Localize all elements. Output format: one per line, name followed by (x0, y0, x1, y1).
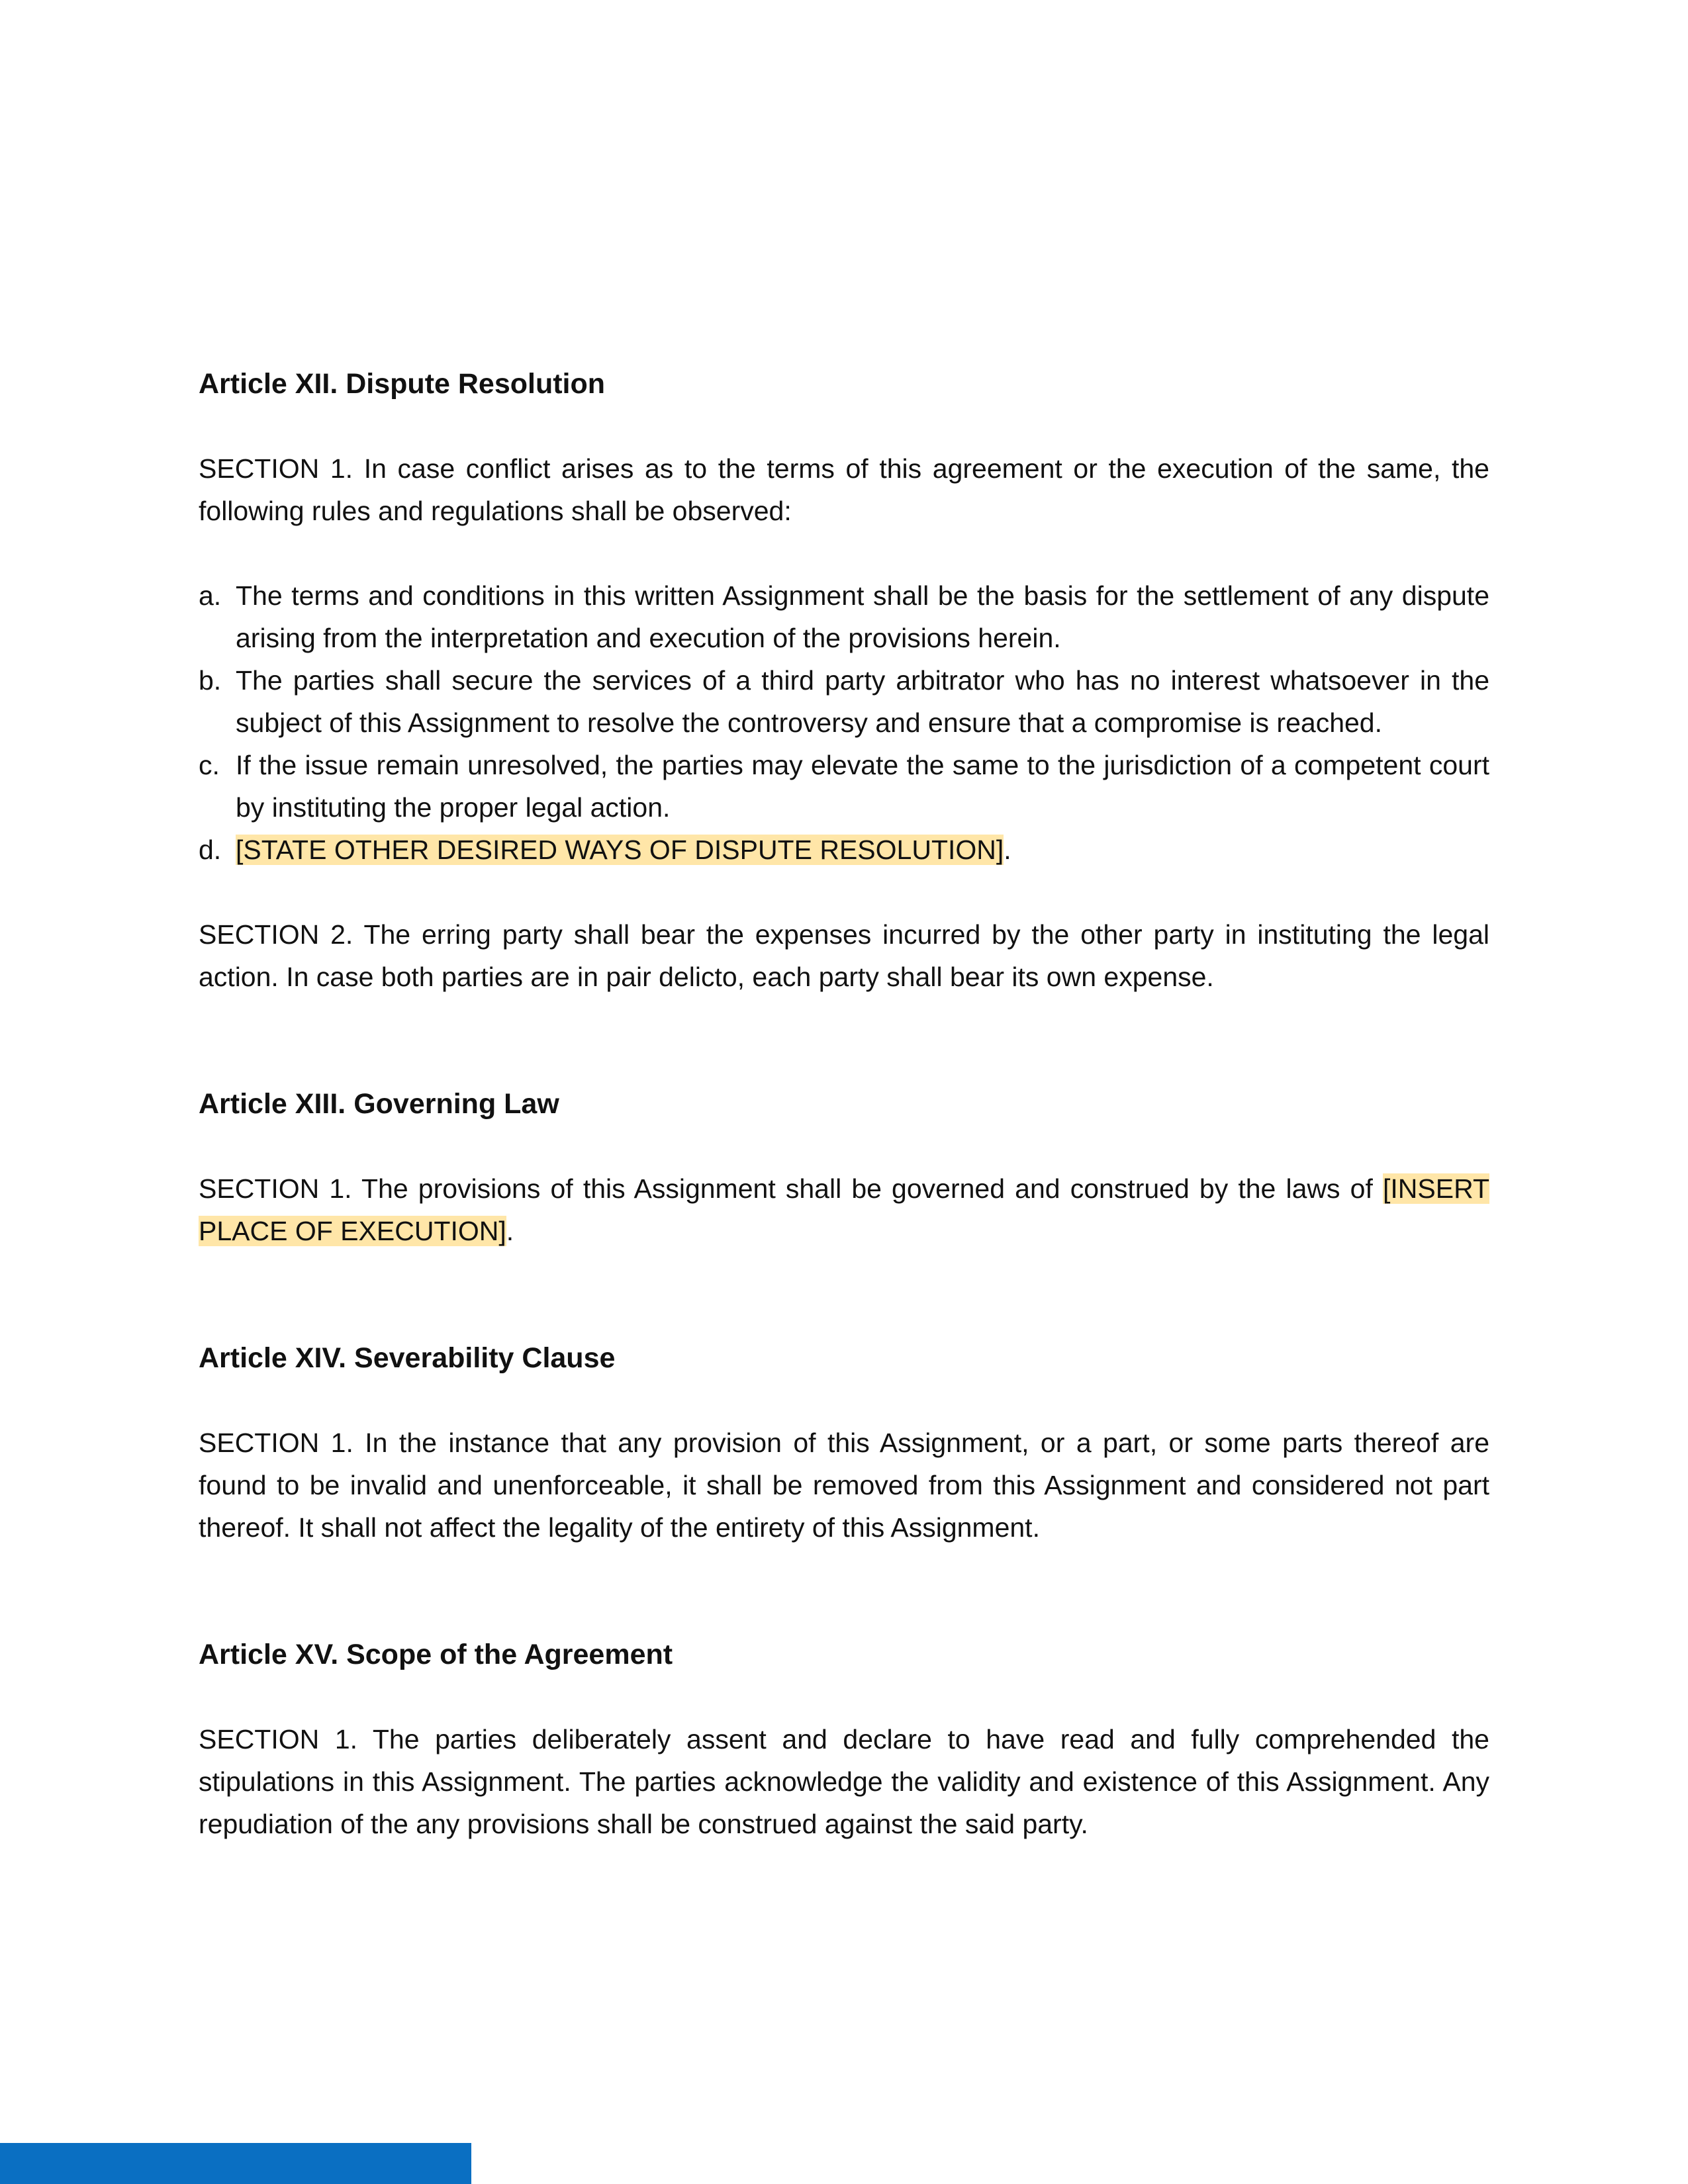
list-item (199, 744, 1489, 829)
dispute-rules-list (199, 574, 1489, 871)
list-item (199, 829, 1489, 871)
article-15-section-1: SECTION 1. The parties deliberately assent and declare to have read and fully comprehended the stipulations in this Assignment. The parties acknowledge the validity and existence of this Assignment. Any repudiation of the any provisions shall be construed against the said party. (199, 1724, 1489, 1839)
list-item-text: The parties shall secure the services of a third party arbitrator who has no interest whatsoever in the subject of this Assignment to resolve the controversy and ensure that a compromise is reached. (236, 665, 1489, 738)
list-marker: c. (199, 750, 220, 780)
article-15-heading: Article XV. Scope of the Agreement (199, 1639, 673, 1670)
article-12-section-1: SECTION 1. In case conflict arises as to the terms of this agreement or the execution of the same, the following rules and regulations shall be observed: (199, 453, 1489, 526)
list-item-suffix: . (1004, 835, 1011, 865)
article-14-section-1: SECTION 1. In the instance that any provision of this Assignment, or a part, or some parts thereof are found to be invalid and unenforceable, it shall be removed from this Assignment and considered not part thereof. It shall not affect the legality of the entirety of this Assignment. (199, 1428, 1489, 1543)
placeholder-place-of-execution: [INSERT PLACE OF EXECUTION] (199, 1173, 1489, 1246)
article-12-heading: Article XII. Dispute Resolution (199, 368, 606, 400)
article-13-section-1 (199, 1167, 1489, 1252)
list-marker: d. (199, 835, 222, 865)
article-14-heading: Article XIV. Severability Clause (199, 1342, 616, 1374)
footer-accent-bar (0, 2143, 471, 2184)
article-12-section-2: SECTION 2. The erring party shall bear the expenses incurred by the other party in instituting the legal action. In case both parties are in pair delicto, each party shall bear its own expense. (199, 919, 1489, 992)
list-item-text: The terms and conditions in this written Assignment shall be the basis for the settlement of any dispute arising from the interpretation and execution of the provisions herein. (236, 580, 1489, 653)
article-13-section-1-text: SECTION 1. The provisions of this Assignment shall be governed and construed by the laws of (199, 1173, 1383, 1204)
document-body (199, 363, 1489, 1845)
article-13-section-1-suffix: . (506, 1216, 514, 1246)
list-item (199, 659, 1489, 744)
article-13-heading: Article XIII. Governing Law (199, 1088, 559, 1120)
placeholder-dispute-resolution: [STATE OTHER DESIRED WAYS OF DISPUTE RESOLUTION] (236, 835, 1004, 865)
list-item (199, 574, 1489, 659)
list-item-text: If the issue remain unresolved, the parties may elevate the same to the jurisdiction of a competent court by instituting the proper legal action. (236, 750, 1489, 823)
list-marker: a. (199, 580, 222, 611)
list-marker: b. (199, 665, 222, 696)
